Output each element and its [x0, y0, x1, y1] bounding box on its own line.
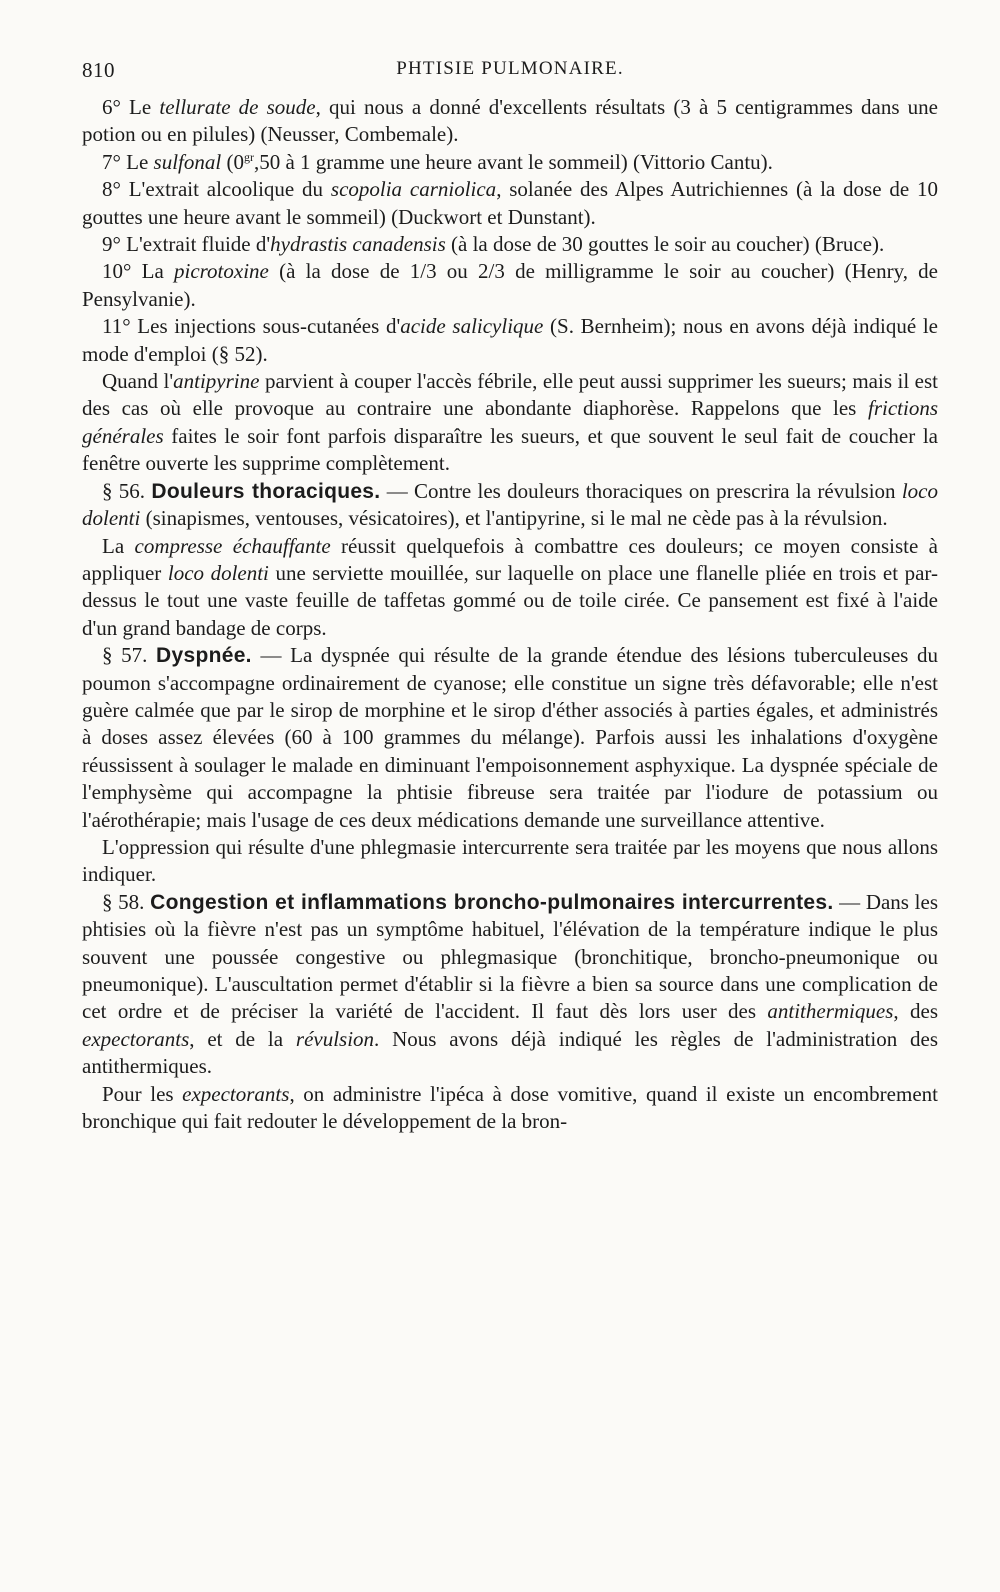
text-run: , qui nous a donné d'excellents résultats (3 à 5 centigrammes dans une potion ou en pilules) (Neusser, Combemale).	[82, 95, 939, 147]
text-run: parvient à couper l'accès fébrile, elle peut aussi supprimer les sueurs; mais il est des cas où elle provoque au contraire une abondante diaphorèse. Rappelons que les	[82, 369, 938, 421]
section-number: § 57.	[102, 643, 157, 668]
italic-term: antipyrine	[173, 369, 260, 394]
section-number: § 58.	[102, 889, 151, 914]
text-run: — La dyspnée qui résulte de la grande étendue des lésions tuberculeuses du poumon s'accompagne ordinairement de cyanose; elle constitue un signe très défavorable; elle n'est guère calmée que par le sirop de morphine et le sirop d'éther associés à parties égales, et administrés à doses assez élevées (60 à 100 grammes du mélange). Parfois aussi les inhalations d'oxygène réussissent à soulager le malade en diminuant l'empoisonnement asphyxique. La dyspnée spéciale de l'emphysème qui accompagne la phtisie fibreuse sera traitée par l'iodure de potassium ou l'aérothérapie; mais l'usage de ces deux médications demande une surveillance attentive.	[82, 643, 938, 832]
italic-term: scopolia carniolica	[330, 177, 497, 202]
section-heading: Congestion et inflammations broncho-pulmonaires intercurrentes.	[150, 890, 834, 914]
italic-term: frictions générales	[82, 396, 938, 448]
text-run: Quand l'	[102, 369, 174, 394]
running-header	[82, 58, 938, 88]
paragraph-picrotoxine	[82, 258, 938, 313]
text-run: (à la dose de 1/3 ou 2/3 de milligramme le soir au coucher) (Henry, de Pensylvanie).	[82, 259, 939, 311]
text-run: 10° La	[102, 259, 174, 284]
text-run: 6° Le	[102, 95, 160, 119]
text-run: , et de la	[189, 1026, 296, 1051]
text-run: , des	[893, 999, 938, 1024]
page-number: 810	[82, 58, 115, 82]
text-run: réussit quelquefois à combattre ces douleurs; ce moyen consiste à appliquer	[82, 533, 938, 585]
text-run: , on administre l'ipéca à dose vomitive, quand il existe un encombrement bronchique qui fait redouter le développement de la bron-	[82, 1081, 938, 1134]
text-run: , solanée des Alpes Autrichiennes (à la dose de 10 gouttes une heure avant le sommeil) (Duckwort et Dunstant).	[82, 177, 938, 229]
unit-superscript: gr	[243, 149, 254, 164]
paragraph-acide-salicylique	[82, 313, 938, 368]
text-run: 11° Les injections sous-cutanées d'	[102, 314, 401, 339]
italic-term: picrotoxine	[174, 259, 269, 284]
text-run: (sinapismes, ventouses, vésicatoires), et l'antipyrine, si le mal ne cède pas à la révulsion.	[140, 506, 888, 531]
paragraph-scopolia	[82, 176, 938, 231]
paragraph-hydrastis	[82, 231, 938, 258]
paragraph-compresse	[82, 533, 938, 643]
section-56-douleurs-thoraciques	[82, 478, 938, 533]
italic-term: antithermiques	[767, 999, 894, 1024]
paragraph-expectorants	[82, 1081, 938, 1136]
italic-term: hydrastis canadensis	[270, 232, 446, 257]
text-run: (à la dose de 30 gouttes le soir au coucher) (Bruce).	[445, 232, 885, 257]
text-run: 8° L'extrait alcoolique du	[102, 177, 331, 202]
italic-term: loco dolenti	[167, 560, 269, 585]
section-number: § 56.	[102, 478, 152, 503]
paragraph-tellurate	[82, 94, 938, 149]
section-heading: Dyspnée.	[156, 644, 252, 668]
running-title: PHTISIE PULMONAIRE.	[396, 58, 624, 79]
section-heading: Douleurs thoraciques.	[151, 479, 381, 503]
italic-term: loco dolenti	[82, 478, 938, 531]
text-run: faites le soir font parfois disparaître les sueurs, et que souvent le seul fait de coucher la fenêtre ouverte les supprime complètement.	[82, 423, 938, 476]
text-run: Pour les	[102, 1081, 183, 1106]
paragraph-sulfonal	[82, 149, 938, 176]
section-57-dyspnee	[82, 642, 938, 834]
text-run: (S. Bernheim); nous en avons déjà indiqué le mode d'emploi (§ 52).	[82, 314, 938, 366]
italic-term: compresse échauffante	[134, 533, 331, 558]
text-run: L'oppression qui résulte d'une phlegmasie intercurrente sera traitée par les moyens que nous allons indiquer.	[82, 834, 938, 887]
text-run: une serviette mouillée, sur laquelle on place une flanelle pliée en trois et par-dessus le tout une vaste feuille de taffetas gommé ou de toile cirée. Ce pansement est fixé à l'aide d'un grand bandage de corps.	[82, 560, 938, 640]
text-run: ,50 à 1 gramme une heure avant le sommeil) (Vittorio Cantu).	[253, 149, 773, 174]
text-run: . Nous avons déjà indiqué les règles de l'administration des antithermiques.	[82, 1026, 939, 1079]
text-run: La	[102, 533, 135, 558]
italic-term: expectorants	[182, 1081, 290, 1106]
italic-term: tellurate de soude	[159, 95, 316, 119]
italic-term: acide salicylique	[400, 314, 544, 339]
paragraph-oppression	[82, 834, 938, 889]
text-run: 9° L'extrait fluide d'	[102, 232, 271, 257]
italic-term: révulsion	[295, 1026, 375, 1051]
section-58-congestion	[82, 889, 938, 1081]
text-run: 7° Le	[102, 149, 154, 174]
text-run: (0	[221, 149, 244, 174]
body-text	[82, 94, 938, 1135]
italic-term: expectorants	[82, 1026, 190, 1051]
paragraph-antipyrine	[82, 368, 938, 478]
text-run: — Contre les douleurs thoraciques on prescrira la révulsion	[380, 478, 902, 503]
text-run: — Dans les phtisies où la fièvre n'est pas un symptôme habituel, l'élévation de la température indique le plus souvent une poussée congestive ou phlegmasique (bronchitique, broncho-pneumonique ou pneumonique). L'auscultation permet d'établir si la fièvre a bien sa source dans une complication de cet ordre et de préciser la variété de l'accident. Il faut dès lors user des	[82, 889, 938, 1024]
italic-term: sulfonal	[153, 149, 222, 174]
